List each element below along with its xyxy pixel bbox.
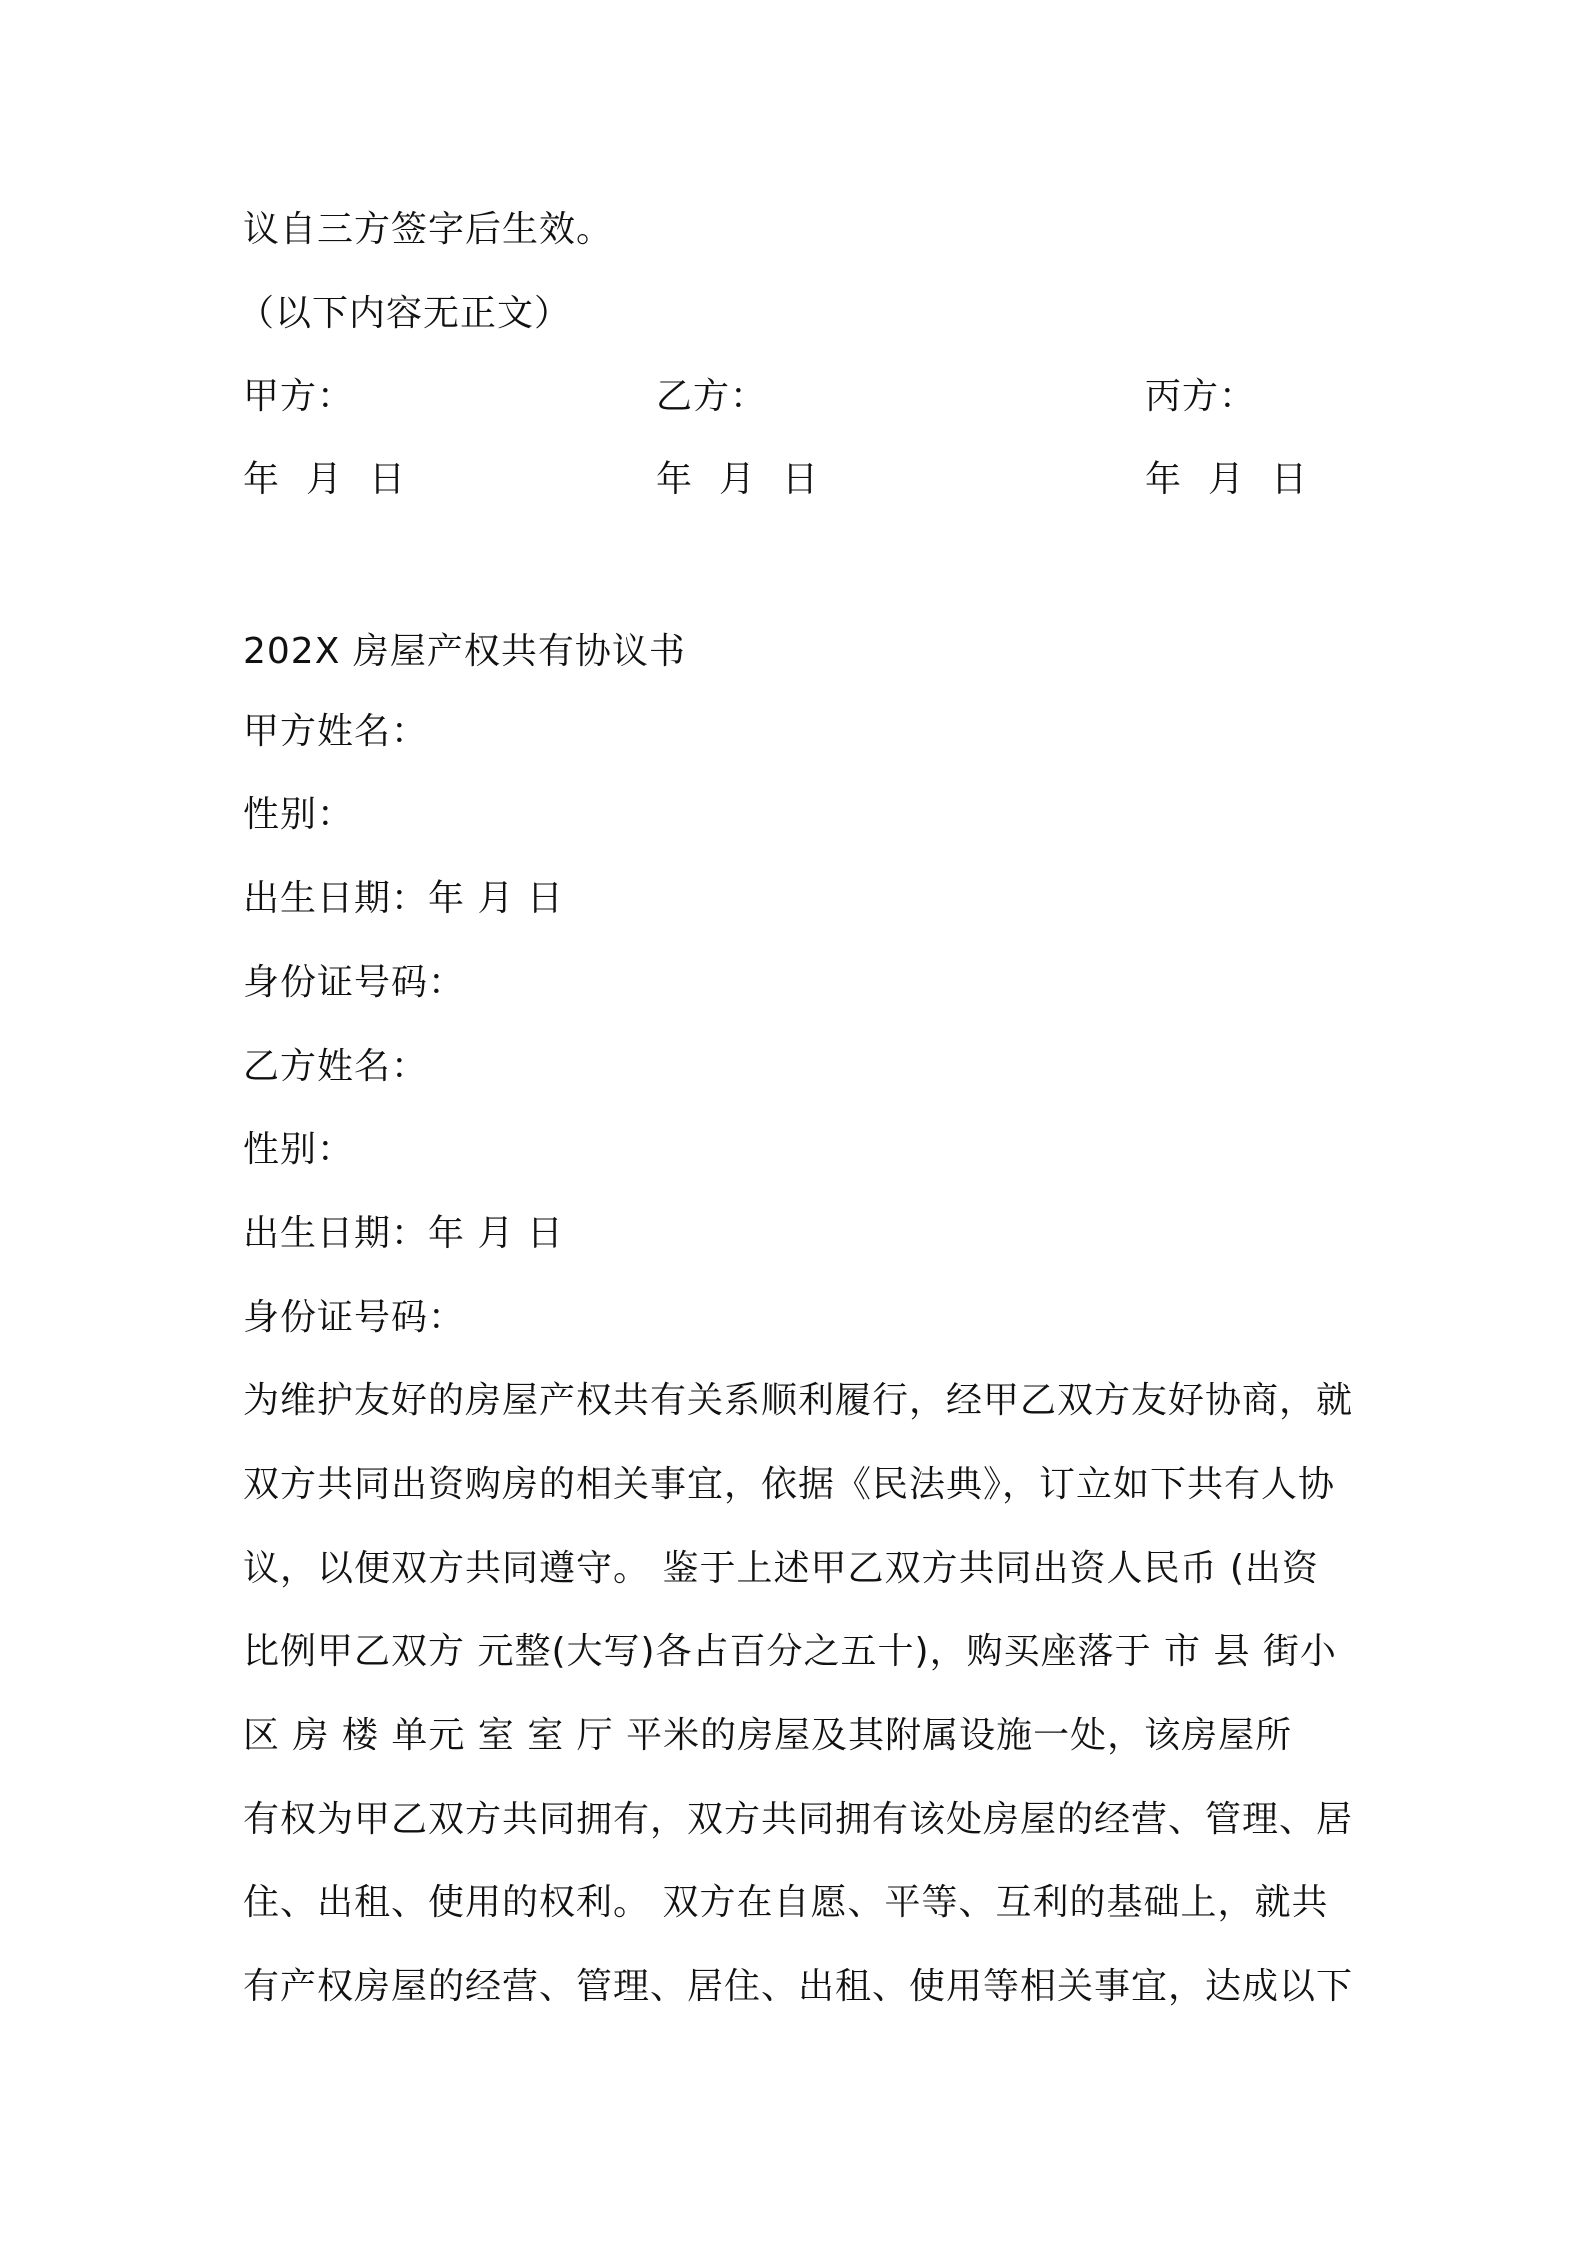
party-b-signature-label: 乙方： xyxy=(656,376,768,417)
agreement-title: 202X 房屋产权共有协议书 xyxy=(243,631,686,672)
body-line: 比例甲乙双方 元整(大写)各占百分之五十)，购买座落于 市 县 街小 xyxy=(243,1631,1337,1672)
party-b-name-label: 乙方姓名： xyxy=(243,1046,429,1087)
body-line: 有产权房屋的经营、管理、居住、出租、使用等相关事宜，达成以下 xyxy=(243,1966,1354,2007)
month-label: 月 xyxy=(719,459,757,500)
party-c-signature-date xyxy=(1145,458,1308,502)
closing-line: 议自三方签字后生效。 xyxy=(243,209,614,250)
body-line: 议，以便双方共同遵守。 鉴于上述甲乙双方共同出资人民币 (出资 xyxy=(243,1548,1319,1589)
party-a-signature-label: 甲方： xyxy=(243,376,355,417)
party-a-signature-date xyxy=(243,458,406,502)
month-label: 月 xyxy=(1208,459,1246,500)
year-label: 年 xyxy=(656,459,694,500)
body-line: 区 房 楼 单元 室 室 厅 平米的房屋及其附属设施一处，该房屋所 xyxy=(243,1715,1293,1756)
body-line: 住、出租、使用的权利。 双方在自愿、平等、互利的基础上，就共 xyxy=(243,1882,1329,1923)
day-label: 日 xyxy=(1271,459,1309,500)
day-label: 日 xyxy=(782,459,820,500)
party-b-birth-label: 出生日期：年 月 日 xyxy=(243,1213,564,1254)
party-b-id-label: 身份证号码： xyxy=(243,1297,466,1338)
body-line: 为维护友好的房屋产权共有关系顺利履行，经甲乙双方友好协商，就 xyxy=(243,1380,1354,1421)
year-label: 年 xyxy=(1145,459,1183,500)
party-a-birth-label: 出生日期：年 月 日 xyxy=(243,878,564,919)
party-b-gender-label: 性别： xyxy=(243,1129,355,1170)
party-b-signature-date xyxy=(656,458,819,502)
party-a-gender-label: 性别： xyxy=(243,794,355,835)
body-line: 双方共同出资购房的相关事宜，依据《民法典》，订立如下共有人协 xyxy=(243,1464,1336,1505)
party-c-signature-label: 丙方： xyxy=(1145,376,1257,417)
party-a-name-label: 甲方姓名： xyxy=(243,711,429,752)
party-a-id-label: 身份证号码： xyxy=(243,962,466,1003)
year-label: 年 xyxy=(243,459,281,500)
day-label: 日 xyxy=(369,459,407,500)
no-text-note: （以下内容无正文） xyxy=(238,293,572,334)
body-line: 有权为甲乙双方共同拥有，双方共同拥有该处房屋的经营、管理、居 xyxy=(243,1799,1354,1840)
month-label: 月 xyxy=(306,459,344,500)
